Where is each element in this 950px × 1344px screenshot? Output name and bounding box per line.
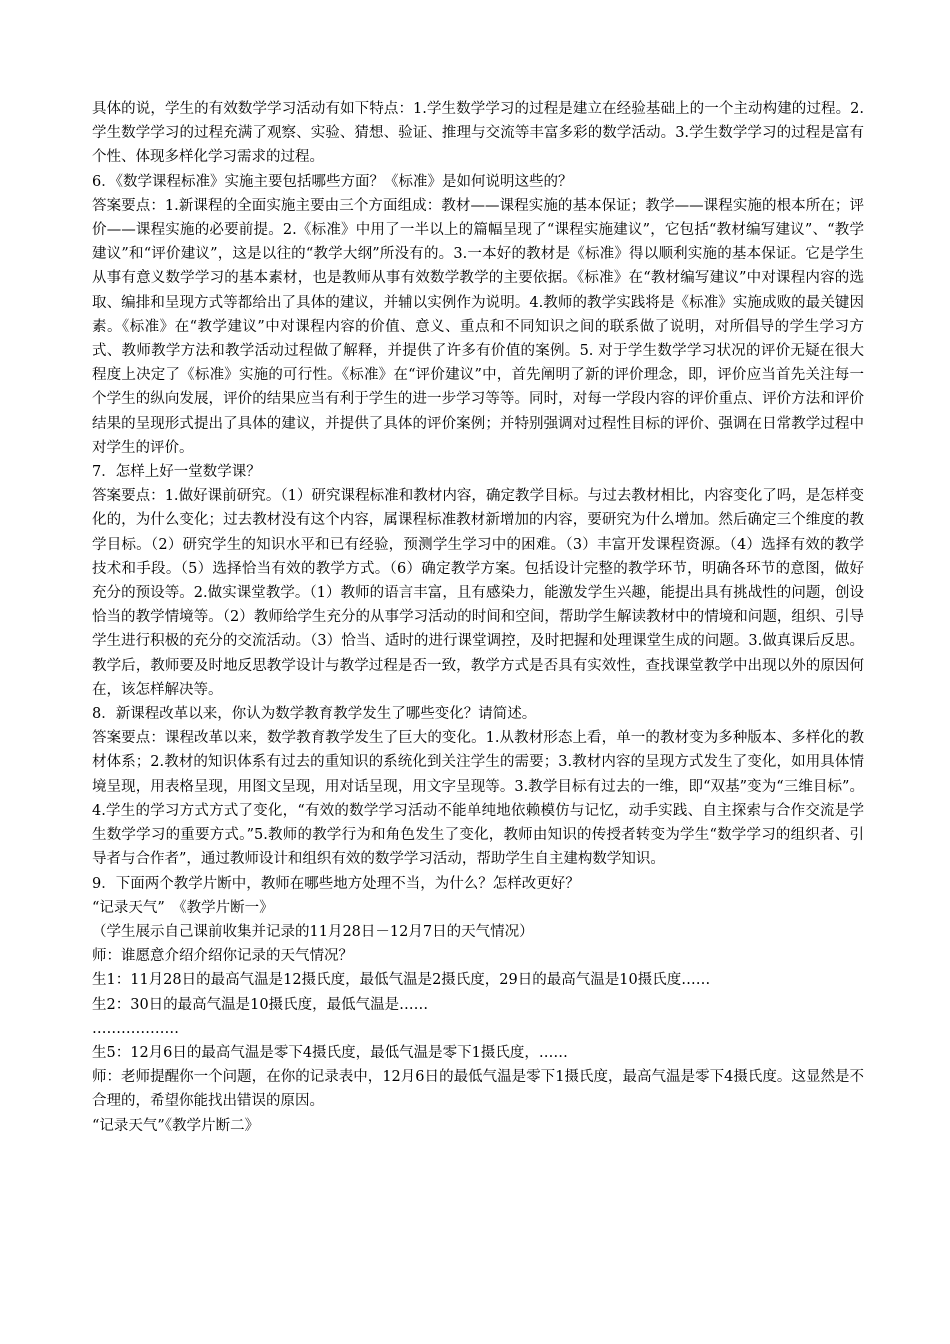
question-6: 6．《数学课程标准》实施主要包括哪些方面？《标准》是如何说明这些的？	[92, 173, 573, 190]
dialogue-teacher-2: 师：老师提醒你一个问题，在你的记录表中，12月6日的最低气温是零下1摄氏度，最高气温是零下4摄氏度。这显然是不合理的，希望你能找出错误的原因。	[92, 1069, 864, 1110]
question-9: 9．下面两个教学片断中，教师在哪些地方处理不当，为什么？怎样改更好？	[92, 875, 580, 892]
dialogue-teacher-1: 师：谁愿意介绍介绍你记录的天气情况？	[92, 948, 353, 965]
fragment-1-title: “记录天气” 《教学片断一》	[92, 899, 274, 916]
dialogue-student-5: 生5：12月6日的最高气温是零下4摄氏度，最低气温是零下1摄氏度，……	[92, 1044, 568, 1061]
answer-7: 答案要点：1.做好课前研究。（1）研究课程标准和教材内容，确定教学目标。与过去教材相比，内容变化了吗，是怎样变化的，为什么变化；过去教材没有这个内容，属课程标准教材新增加的内容，要研究为什么增加。然后确定三个维度的教学目标。（2）研究学生的知识水平和已有经验，预测学生学习中的困难。（3）丰富开发课程资源。（4）选择有效的教学技术和手段。（5）选择恰当有效的教学方式。（6）确定教学方案。包括设计完整的教学环节，明确各环节的意图，做好充分的预设等。2.做实课堂教学。（1）教师的语言丰富，且有感染力，能激发学生兴趣，能提出具有挑战性的问题，创设恰当的教学情境等。（2）教师给学生充分的从事学习活动的时间和空间，帮助学生解读教材中的情境和问题，组织、引导学生进行积极的充分的交流活动。（3）恰当、适时的进行课堂调控，及时把握和处理课堂生成的问题。3.做真课后反思。教学后，教师要及时地反思教学设计与教学过程是否一致，教学方式是否具有实效性，查找课堂教学中出现以外的原因何在，该怎样解决等。	[92, 488, 864, 698]
fragment-1-context: （学生展示自己课前收集并记录的11月28日－12月7日的天气情况）	[92, 923, 534, 940]
dialogue-ellipsis: ………………	[92, 1020, 179, 1037]
answer-8: 答案要点：课程改革以来，数学教育教学发生了巨大的变化。1.从教材形态上看，单一的教材变为多种版本、多样化的教材体系；2.教材的知识体系有过去的重知识的系统化到关注学生的需要；3.教材内容的呈现方式发生了变化，如用具体情境呈现，用表格呈现，用图文呈现，用对话呈现，用文字呈现等。3.教学目标有过去的一维，即“双基”变为“三维目标”。4.学生的学习方式方式了变化，“有效的数学学习活动不能单纯地依赖模仿与记忆，动手实践、自主探索与合作交流是学生数学学习的重要方式。”5.教师的教学行为和角色发生了变化，教师由知识的传授者转变为学生“数学学习的组织者、引导者与合作者”，通过教师设计和组织有效的数学学习活动，帮助学生自主建构数学知识。	[92, 730, 864, 868]
question-8: 8．新课程改革以来，你认为数学教育教学发生了哪些变化？请简述。	[92, 706, 537, 723]
document-page	[92, 97, 864, 1138]
dialogue-student-2: 生2：30日的最高气温是10摄氏度，最低气温是……	[92, 996, 429, 1013]
fragment-2-title: “记录天气”《教学片断二》	[92, 1117, 260, 1134]
question-7: 7．怎样上好一堂数学课？	[92, 464, 261, 481]
dialogue-student-1: 生1：11月28日的最高气温是12摄氏度，最低气温是2摄氏度，29日的最高气温是10摄氏度……	[92, 972, 711, 989]
answer-6: 答案要点：1.新课程的全面实施主要由三个方面组成：教材——课程实施的基本保证；教学——课程实施的根本所在；评价——课程实施的必要前提。2.《标准》中用了一半以上的篇幅呈现了“课程实施建议”，它包括“教材编写建议”、“教学建议”和“评价建议”，这是以往的“教学大纲”所没有的。3.一本好的教材是《标准》得以顺利实施的基本保证。它是学生从事有意义数学学习的基本素材，也是教师从事有效数学教学的主要依据。《标准》在“教材编写建议”中对课程内容的选取、编排和呈现方式等都给出了具体的建议，并辅以实例作为说明。4.教师的教学实践将是《标准》实施成败的最关键因素。《标准》在“教学建议”中对课程内容的价值、意义、重点和不同知识之间的联系做了说明，对所倡导的学生学习方式、教师教学方法和教学活动过程做了解释，并提供了许多有价值的案例。5. 对于学生数学学习状况的评价无疑在很大程度上决定了《标准》实施的可行性。《标准》在“评价建议”中，首先阐明了新的评价理念，即，评价应当首先关注每一个学生的纵向发展，评价的结果应当有利于学生的进一步学习等等。同时，对每一学段内容的评价重点、评价方法和评价结果的呈现形式提出了具体的建议，并提供了具体的评价案例；并特别强调对过程性目标的评价、强调在日常教学过程中对学生的评价。	[92, 197, 864, 456]
paragraph-intro: 具体的说，学生的有效数学学习活动有如下特点：1.学生数学学习的过程是建立在经验基础上的一个主动构建的过程。2.学生数学学习的过程充满了观察、实验、猜想、验证、推理与交流等丰富多彩的数学活动。3.学生数学学习的过程是富有个性、体现多样化学习需求的过程。	[92, 101, 864, 166]
